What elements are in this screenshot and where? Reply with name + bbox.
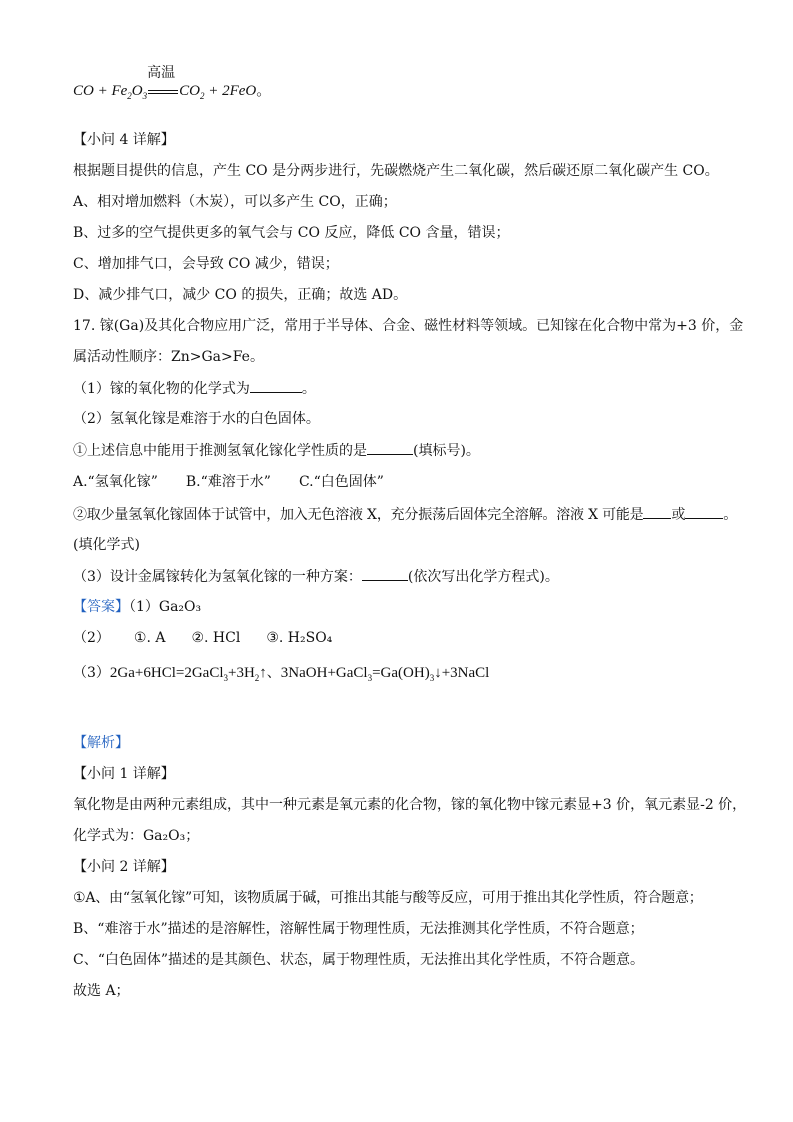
answer-blank	[367, 440, 413, 455]
q17-part2-1-end: (填标号)。	[413, 443, 480, 459]
eq-sub: 3	[429, 673, 435, 683]
q17-stem-line1: 17. 镓(Ga)及其化合物应用广泛，常用于半导体、合金、磁性材料等领域。已知镓在化合物中常为+3 价，金	[73, 318, 744, 334]
q4-option-d: D、减少排气口，减少 CO 的损失，正确；故选 AD。	[73, 287, 408, 303]
answer-1: （1）Ga₂O₃	[129, 599, 202, 615]
gas-arrow-icon: ↑	[259, 665, 267, 681]
answer-blank	[250, 378, 302, 393]
q17-part2-2-text: ②取少量氢氧化镓固体于试管中，加入无色溶液 X，充分振荡后固体完全溶解。溶液 X 可能是	[73, 507, 644, 523]
eq-part: +3NaCl	[441, 665, 490, 681]
q17-part3-end: (依次写出化学方程式)。	[407, 569, 559, 585]
eq-sub: 3	[367, 673, 373, 683]
q1-line2: 化学式为：Ga₂O₃；	[73, 828, 200, 844]
q1-header: 【小问 1 详解】	[73, 766, 175, 782]
eq-sub: 2	[254, 673, 260, 683]
q17-part2-2-note: (填化学式)	[73, 537, 140, 553]
eq-sub: 2	[127, 91, 132, 101]
q17-part2-2-end: 。	[723, 507, 738, 523]
q4-option-c: C、增加排气口，会导致 CO 减少，错误；	[73, 256, 339, 272]
q2-option-c: C、“白色固体”描述的是其颜色、状态，属于物理性质，无法推出其化学性质，不符合题意。	[73, 952, 645, 968]
answer-line1	[73, 597, 201, 617]
eq-part: =Ga(OH)	[372, 665, 430, 681]
answer-line2	[73, 628, 332, 648]
answer-blank	[685, 504, 723, 519]
q2-option-a: ①A、由“氢氧化镓”可知，该物质属于碱，可推出其能与酸等反应，可用于推出其化学性质，符合题意；	[73, 890, 703, 906]
q17-part2-2	[73, 504, 737, 525]
q17-part1-text: （1）镓的氧化物的化学式为	[73, 381, 250, 397]
q2-header: 【小问 2 详解】	[73, 859, 175, 875]
answer-2-c: ③. H₂SO₄	[266, 630, 333, 646]
eq-end: 。	[256, 83, 272, 99]
answer-2-a: ①. A	[133, 630, 166, 646]
eq-left: CO + Fe	[73, 83, 128, 99]
q4-option-a: A、相对增加燃料（木炭），可以多产生 CO，正确；	[73, 194, 397, 210]
eq-right: CO	[179, 83, 200, 99]
separator: 、	[266, 665, 281, 681]
q17-options	[73, 472, 384, 492]
condition-label: 高温	[147, 65, 176, 81]
eq-sub: 3	[223, 673, 228, 683]
q17-part2-1-text: ①上述信息中能用于推测氢氧化镓化学性质的是	[73, 443, 367, 459]
answer-2-b: ②. HCl	[191, 630, 241, 646]
answer-3-prefix: （3）	[73, 665, 110, 681]
q17-part2-1	[73, 440, 480, 461]
q17-part1	[73, 378, 316, 399]
q2-option-b: B、“难溶于水”描述的是溶解性，溶解性属于物理性质，无法推测其化学性质，不符合题意；	[73, 921, 644, 937]
q1-line1: 氧化物是由两种元素组成，其中一种元素是氧元素的化合物，镓的氧化物中镓元素显+3 价，氧元素显-2 价，	[73, 797, 747, 813]
reaction-condition	[147, 65, 179, 101]
answer-3-equation-1	[110, 665, 267, 681]
or-text: 或	[671, 507, 686, 523]
analysis-label: 【解析】	[73, 735, 129, 751]
q17-part3-text: （3）设计金属镓转化为氢氧化镓的一种方案：	[73, 569, 362, 585]
eq-sub: 2	[199, 91, 205, 101]
precipitate-arrow-icon: ↓	[434, 665, 442, 681]
eq-right: + 2FeO	[204, 83, 257, 99]
eq-o: O	[131, 83, 143, 99]
answer-blank	[643, 504, 671, 519]
eq-sub: 3	[142, 91, 148, 101]
answer-2-prefix: （2）	[73, 630, 110, 646]
option-b: B.“难溶于水”	[185, 474, 271, 490]
answer-3-equation-2	[281, 665, 490, 681]
q17-part2: （2）氢氧化镓是难溶于水的白色固体。	[73, 411, 320, 427]
q17-part1-end: 。	[301, 381, 316, 397]
answer-blank	[362, 566, 408, 581]
eq-part: 3NaOH+GaCl	[280, 665, 368, 681]
q2-conclusion: 故选 A；	[73, 983, 130, 999]
answer-label: 【答案】	[73, 599, 129, 615]
answer-line3	[73, 663, 489, 688]
option-a: A.“氢氧化镓”	[73, 474, 158, 490]
q4-header: 【小问 4 详解】	[73, 132, 175, 148]
top-equation	[73, 65, 272, 106]
q4-option-b: B、过多的空气提供更多的氧气会与 CO 反应，降低 CO 含量，错误；	[73, 225, 510, 241]
q17-part3	[73, 566, 559, 587]
eq-part: +3H	[228, 665, 255, 681]
q17-stem-line2: 属活动性顺序：Zn>Ga>Fe。	[73, 349, 264, 365]
equals-bar	[148, 90, 178, 94]
q4-intro: 根据题目提供的信息，产生 CO 是分两步进行，先碳燃烧产生二氧化碳，然后碳还原二氧化碳产生 CO。	[73, 163, 719, 179]
option-c: C.“白色固体”	[298, 474, 384, 490]
eq-part: 2Ga+6HCl=2GaCl	[109, 665, 224, 681]
